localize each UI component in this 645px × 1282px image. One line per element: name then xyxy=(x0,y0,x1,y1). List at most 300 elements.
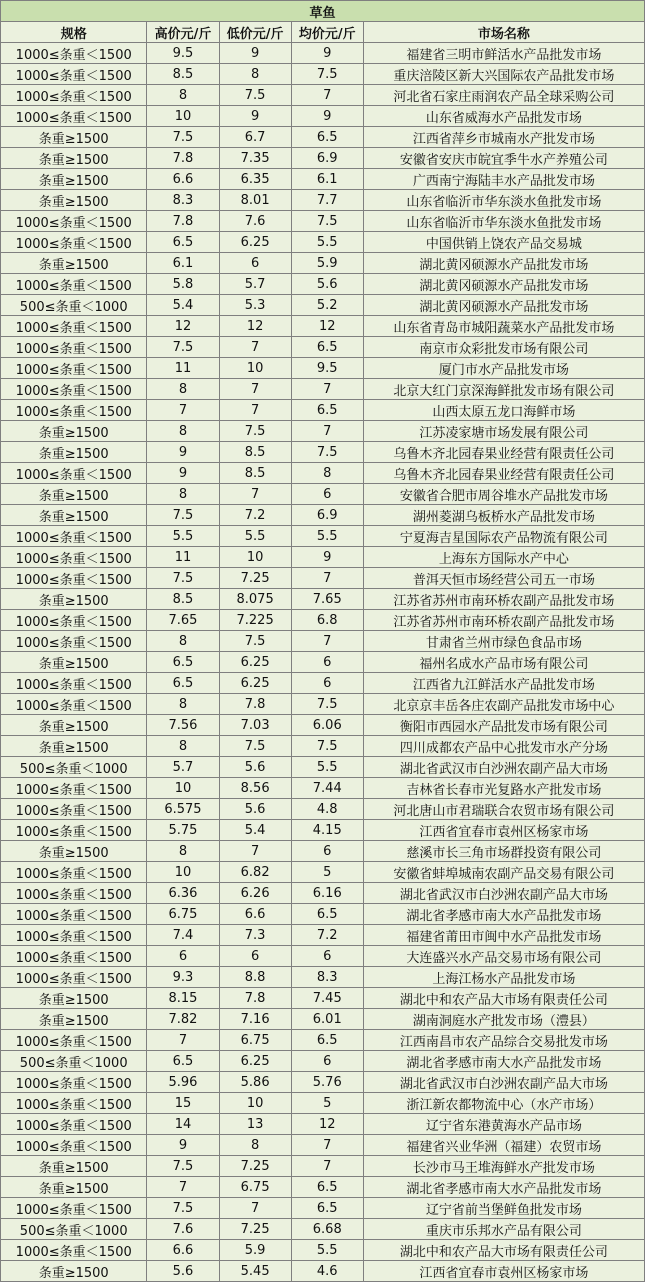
spec-cell: 1000≤条重＜1500 xyxy=(1,883,147,904)
low-price-cell: 6.75 xyxy=(219,1030,291,1051)
low-price-cell: 6.35 xyxy=(219,169,291,190)
market-cell: 重庆涪陵区新大兴国际农产品批发市场 xyxy=(363,64,644,85)
low-price-cell: 7.03 xyxy=(219,715,291,736)
high-price-cell: 9 xyxy=(147,442,219,463)
spec-cell: 1000≤条重＜1500 xyxy=(1,337,147,358)
market-cell: 湖州菱湖乌板桥水产品批发市场 xyxy=(363,505,644,526)
low-price-cell: 5.9 xyxy=(219,1240,291,1261)
table-row xyxy=(1,799,645,820)
low-price-cell: 7.225 xyxy=(219,610,291,631)
avg-price-cell: 5.9 xyxy=(291,253,363,274)
high-price-cell: 7 xyxy=(147,1177,219,1198)
table-row xyxy=(1,1156,645,1177)
table-row xyxy=(1,1009,645,1030)
avg-price-cell: 5 xyxy=(291,1093,363,1114)
avg-price-cell: 6.5 xyxy=(291,400,363,421)
high-price-cell: 6.6 xyxy=(147,169,219,190)
avg-price-cell: 7.7 xyxy=(291,190,363,211)
spec-cell: 条重≥1500 xyxy=(1,421,147,442)
low-price-cell: 7.25 xyxy=(219,1219,291,1240)
spec-cell: 1000≤条重＜1500 xyxy=(1,925,147,946)
market-cell: 广西南宁海陆丰水产品批发市场 xyxy=(363,169,644,190)
table-row xyxy=(1,568,645,589)
low-price-cell: 5.5 xyxy=(219,526,291,547)
spec-cell: 1000≤条重＜1500 xyxy=(1,1093,147,1114)
table-row xyxy=(1,274,645,295)
high-price-cell: 7.82 xyxy=(147,1009,219,1030)
high-price-cell: 7.65 xyxy=(147,610,219,631)
market-cell: 江西省宜春市袁州区杨家市场 xyxy=(363,1261,644,1282)
low-price-cell: 8.075 xyxy=(219,589,291,610)
avg-price-cell: 6.5 xyxy=(291,127,363,148)
avg-price-cell: 6.9 xyxy=(291,505,363,526)
market-cell: 吉林省长春市光复路水产批发市场 xyxy=(363,778,644,799)
market-cell: 四川成都农产品中心批发市水产分场 xyxy=(363,736,644,757)
low-price-cell: 7.16 xyxy=(219,1009,291,1030)
table-row xyxy=(1,190,645,211)
high-price-cell: 5.7 xyxy=(147,757,219,778)
avg-price-cell: 5.2 xyxy=(291,295,363,316)
low-price-cell: 7.8 xyxy=(219,988,291,1009)
avg-price-cell: 7 xyxy=(291,1156,363,1177)
avg-price-cell: 4.8 xyxy=(291,799,363,820)
avg-price-cell: 9 xyxy=(291,547,363,568)
spec-cell: 1000≤条重＜1500 xyxy=(1,526,147,547)
spec-cell: 1000≤条重＜1500 xyxy=(1,1135,147,1156)
spec-cell: 条重≥1500 xyxy=(1,169,147,190)
market-cell: 河北唐山市君瑞联合农贸市场有限公司 xyxy=(363,799,644,820)
high-price-cell: 10 xyxy=(147,106,219,127)
high-price-cell: 10 xyxy=(147,862,219,883)
table-row xyxy=(1,505,645,526)
low-price-cell: 10 xyxy=(219,358,291,379)
table-row xyxy=(1,715,645,736)
low-price-cell: 5.6 xyxy=(219,799,291,820)
avg-price-cell: 6.5 xyxy=(291,904,363,925)
avg-price-cell: 5.5 xyxy=(291,1240,363,1261)
avg-price-cell: 6 xyxy=(291,652,363,673)
table-row xyxy=(1,631,645,652)
market-cell: 福建省三明市鲜活水产品批发市场 xyxy=(363,43,644,64)
avg-price-cell: 8 xyxy=(291,463,363,484)
market-cell: 湖北省武汉市白沙洲农副产品大市场 xyxy=(363,883,644,904)
low-price-cell: 7 xyxy=(219,337,291,358)
low-price-cell: 6.25 xyxy=(219,1051,291,1072)
low-price-cell: 6 xyxy=(219,253,291,274)
header-row xyxy=(1,22,645,43)
low-price-cell: 5.4 xyxy=(219,820,291,841)
high-price-cell: 9 xyxy=(147,1135,219,1156)
low-price-cell: 10 xyxy=(219,1093,291,1114)
low-price-cell: 7.25 xyxy=(219,1156,291,1177)
market-cell: 湖南洞庭水产批发市场（澧县） xyxy=(363,1009,644,1030)
spec-cell: 条重≥1500 xyxy=(1,1261,147,1282)
table-row xyxy=(1,148,645,169)
high-price-cell: 6 xyxy=(147,946,219,967)
spec-cell: 条重≥1500 xyxy=(1,988,147,1009)
table-row xyxy=(1,1072,645,1093)
spec-cell: 1000≤条重＜1500 xyxy=(1,211,147,232)
low-price-cell: 9 xyxy=(219,43,291,64)
low-price-cell: 9 xyxy=(219,106,291,127)
high-price-cell: 14 xyxy=(147,1114,219,1135)
high-price-cell: 6.5 xyxy=(147,652,219,673)
market-cell: 湖北省孝感市南大水产品批发市场 xyxy=(363,904,644,925)
avg-price-cell: 9.5 xyxy=(291,358,363,379)
low-price-cell: 7.6 xyxy=(219,211,291,232)
table-row xyxy=(1,43,645,64)
spec-cell: 1000≤条重＜1500 xyxy=(1,820,147,841)
low-price-cell: 7.35 xyxy=(219,148,291,169)
market-cell: 北京京丰岳各庄农副产品批发市场中心 xyxy=(363,694,644,715)
spec-cell: 1000≤条重＜1500 xyxy=(1,232,147,253)
table-row xyxy=(1,484,645,505)
low-price-cell: 5.7 xyxy=(219,274,291,295)
low-price-cell: 7.5 xyxy=(219,631,291,652)
high-price-cell: 5.4 xyxy=(147,295,219,316)
high-price-cell: 5.96 xyxy=(147,1072,219,1093)
avg-price-cell: 6 xyxy=(291,1051,363,1072)
spec-cell: 条重≥1500 xyxy=(1,253,147,274)
market-cell: 河北省石家庄雨润农产品全球采购公司 xyxy=(363,85,644,106)
avg-price-cell: 7.65 xyxy=(291,589,363,610)
market-cell: 江苏凌家塘市场发展有限公司 xyxy=(363,421,644,442)
high-price-cell: 5.6 xyxy=(147,1261,219,1282)
market-cell: 江苏省苏州市南环桥农副产品批发市场 xyxy=(363,589,644,610)
spec-cell: 1000≤条重＜1500 xyxy=(1,43,147,64)
table-row xyxy=(1,547,645,568)
market-cell: 湖北省武汉市白沙洲农副产品大市场 xyxy=(363,757,644,778)
table-row xyxy=(1,211,645,232)
table-row xyxy=(1,652,645,673)
low-price-cell: 8.8 xyxy=(219,967,291,988)
high-price-cell: 8 xyxy=(147,631,219,652)
table-row xyxy=(1,841,645,862)
market-cell: 慈溪市长三角市场群投资有限公司 xyxy=(363,841,644,862)
avg-price-cell: 5.5 xyxy=(291,526,363,547)
market-cell: 上海江杨水产品批发市场 xyxy=(363,967,644,988)
market-cell: 福建省莆田市闽中水产品批发市场 xyxy=(363,925,644,946)
market-cell: 湖北黄冈硕源水产品批发市场 xyxy=(363,274,644,295)
spec-cell: 条重≥1500 xyxy=(1,715,147,736)
low-price-cell: 5.3 xyxy=(219,295,291,316)
low-price-cell: 7.25 xyxy=(219,568,291,589)
market-cell: 辽宁省前当堡鲜鱼批发市场 xyxy=(363,1198,644,1219)
table-row xyxy=(1,1051,645,1072)
spec-cell: 1000≤条重＜1500 xyxy=(1,547,147,568)
spec-cell: 1000≤条重＜1500 xyxy=(1,778,147,799)
market-cell: 湖北黄冈硕源水产品批发市场 xyxy=(363,253,644,274)
avg-price-cell: 9 xyxy=(291,43,363,64)
table-row xyxy=(1,757,645,778)
high-price-cell: 7.56 xyxy=(147,715,219,736)
market-cell: 南京市众彩批发市场有限公司 xyxy=(363,337,644,358)
high-price-cell: 11 xyxy=(147,547,219,568)
market-cell: 山东省青岛市城阳蔬菜水产品批发市场 xyxy=(363,316,644,337)
high-price-cell: 8 xyxy=(147,484,219,505)
spec-cell: 1000≤条重＜1500 xyxy=(1,631,147,652)
avg-price-cell: 7 xyxy=(291,631,363,652)
avg-price-cell: 5.5 xyxy=(291,232,363,253)
market-cell: 安徽省蚌埠城南农副产品交易有限公司 xyxy=(363,862,644,883)
avg-price-cell: 7.44 xyxy=(291,778,363,799)
avg-price-cell: 7 xyxy=(291,1135,363,1156)
table-row xyxy=(1,1093,645,1114)
low-price-cell: 6.82 xyxy=(219,862,291,883)
market-cell: 山西太原五龙口海鲜市场 xyxy=(363,400,644,421)
low-price-cell: 10 xyxy=(219,547,291,568)
column-header-low-price: 低价元/斤 xyxy=(219,22,291,43)
spec-cell: 1000≤条重＜1500 xyxy=(1,862,147,883)
table-body xyxy=(1,43,645,1282)
spec-cell: 1000≤条重＜1500 xyxy=(1,610,147,631)
avg-price-cell: 6.5 xyxy=(291,1198,363,1219)
avg-price-cell: 6 xyxy=(291,841,363,862)
table-row xyxy=(1,232,645,253)
low-price-cell: 7 xyxy=(219,1198,291,1219)
spec-cell: 1000≤条重＜1500 xyxy=(1,967,147,988)
table-row xyxy=(1,64,645,85)
spec-cell: 1000≤条重＜1500 xyxy=(1,400,147,421)
high-price-cell: 6.5 xyxy=(147,1051,219,1072)
low-price-cell: 8.56 xyxy=(219,778,291,799)
low-price-cell: 12 xyxy=(219,316,291,337)
market-cell: 大连盛兴水产品交易市场有限公司 xyxy=(363,946,644,967)
avg-price-cell: 7.5 xyxy=(291,442,363,463)
high-price-cell: 12 xyxy=(147,316,219,337)
low-price-cell: 8 xyxy=(219,64,291,85)
table-row xyxy=(1,778,645,799)
market-cell: 湖北中和农产品大市场有限责任公司 xyxy=(363,988,644,1009)
table-row xyxy=(1,820,645,841)
avg-price-cell: 6 xyxy=(291,673,363,694)
market-cell: 山东省威海水产品批发市场 xyxy=(363,106,644,127)
spec-cell: 1000≤条重＜1500 xyxy=(1,1240,147,1261)
avg-price-cell: 6.68 xyxy=(291,1219,363,1240)
market-cell: 湖北省武汉市白沙洲农副产品大市场 xyxy=(363,1072,644,1093)
market-cell: 重庆市乐邦水产品有限公司 xyxy=(363,1219,644,1240)
table-row xyxy=(1,358,645,379)
avg-price-cell: 6.01 xyxy=(291,1009,363,1030)
high-price-cell: 6.36 xyxy=(147,883,219,904)
spec-cell: 1000≤条重＜1500 xyxy=(1,316,147,337)
spec-cell: 条重≥1500 xyxy=(1,442,147,463)
low-price-cell: 7.3 xyxy=(219,925,291,946)
market-cell: 普洱天恒市场经营公司五一市场 xyxy=(363,568,644,589)
avg-price-cell: 12 xyxy=(291,316,363,337)
avg-price-cell: 7 xyxy=(291,568,363,589)
high-price-cell: 8 xyxy=(147,736,219,757)
table-row xyxy=(1,1261,645,1282)
avg-price-cell: 6.1 xyxy=(291,169,363,190)
market-cell: 乌鲁木齐北园春果业经营有限责任公司 xyxy=(363,442,644,463)
market-cell: 厦门市水产品批发市场 xyxy=(363,358,644,379)
avg-price-cell: 6 xyxy=(291,484,363,505)
table-row xyxy=(1,421,645,442)
avg-price-cell: 7 xyxy=(291,379,363,400)
avg-price-cell: 7.5 xyxy=(291,211,363,232)
table-row xyxy=(1,673,645,694)
avg-price-cell: 6 xyxy=(291,946,363,967)
avg-price-cell: 7.5 xyxy=(291,694,363,715)
avg-price-cell: 4.6 xyxy=(291,1261,363,1282)
spec-cell: 条重≥1500 xyxy=(1,1009,147,1030)
table-row xyxy=(1,400,645,421)
table-row xyxy=(1,883,645,904)
avg-price-cell: 7.2 xyxy=(291,925,363,946)
avg-price-cell: 9 xyxy=(291,106,363,127)
spec-cell: 条重≥1500 xyxy=(1,484,147,505)
high-price-cell: 7.8 xyxy=(147,148,219,169)
low-price-cell: 6.75 xyxy=(219,1177,291,1198)
high-price-cell: 11 xyxy=(147,358,219,379)
high-price-cell: 7.5 xyxy=(147,1198,219,1219)
spec-cell: 1000≤条重＜1500 xyxy=(1,568,147,589)
spec-cell: 1000≤条重＜1500 xyxy=(1,379,147,400)
table-row xyxy=(1,127,645,148)
table-row xyxy=(1,1030,645,1051)
low-price-cell: 7 xyxy=(219,484,291,505)
market-cell: 宁夏海吉星国际农产品物流有限公司 xyxy=(363,526,644,547)
low-price-cell: 6.25 xyxy=(219,652,291,673)
spec-cell: 1000≤条重＜1500 xyxy=(1,904,147,925)
low-price-cell: 7 xyxy=(219,379,291,400)
spec-cell: 1000≤条重＜1500 xyxy=(1,64,147,85)
table-row xyxy=(1,463,645,484)
high-price-cell: 6.5 xyxy=(147,673,219,694)
low-price-cell: 13 xyxy=(219,1114,291,1135)
table-row xyxy=(1,253,645,274)
spec-cell: 1000≤条重＜1500 xyxy=(1,1114,147,1135)
spec-cell: 条重≥1500 xyxy=(1,841,147,862)
market-cell: 山东省临沂市华东淡水鱼批发市场 xyxy=(363,211,644,232)
market-cell: 浙江新农都物流中心（水产市场） xyxy=(363,1093,644,1114)
table-row xyxy=(1,526,645,547)
table-row xyxy=(1,736,645,757)
high-price-cell: 5.8 xyxy=(147,274,219,295)
market-cell: 上海东方国际水产中心 xyxy=(363,547,644,568)
table-row xyxy=(1,316,645,337)
avg-price-cell: 5.5 xyxy=(291,757,363,778)
high-price-cell: 6.6 xyxy=(147,1240,219,1261)
avg-price-cell: 7.5 xyxy=(291,64,363,85)
high-price-cell: 8 xyxy=(147,379,219,400)
high-price-cell: 6.1 xyxy=(147,253,219,274)
high-price-cell: 7.8 xyxy=(147,211,219,232)
spec-cell: 1000≤条重＜1500 xyxy=(1,274,147,295)
table-row xyxy=(1,1114,645,1135)
high-price-cell: 5.5 xyxy=(147,526,219,547)
column-header-spec: 规格 xyxy=(1,22,147,43)
spec-cell: 条重≥1500 xyxy=(1,736,147,757)
market-cell: 江西省萍乡市城南水产批发市场 xyxy=(363,127,644,148)
high-price-cell: 7 xyxy=(147,1030,219,1051)
spec-cell: 1000≤条重＜1500 xyxy=(1,946,147,967)
low-price-cell: 8 xyxy=(219,1135,291,1156)
avg-price-cell: 7 xyxy=(291,85,363,106)
avg-price-cell: 6.06 xyxy=(291,715,363,736)
spec-cell: 条重≥1500 xyxy=(1,148,147,169)
high-price-cell: 9.5 xyxy=(147,43,219,64)
spec-cell: 条重≥1500 xyxy=(1,1156,147,1177)
high-price-cell: 7.5 xyxy=(147,337,219,358)
low-price-cell: 6 xyxy=(219,946,291,967)
market-cell: 中国供销上饶农产品交易城 xyxy=(363,232,644,253)
high-price-cell: 5.75 xyxy=(147,820,219,841)
market-cell: 北京大红门京深海鲜批发市场有限公司 xyxy=(363,379,644,400)
high-price-cell: 8 xyxy=(147,85,219,106)
table-row xyxy=(1,442,645,463)
high-price-cell: 15 xyxy=(147,1093,219,1114)
table-row xyxy=(1,169,645,190)
low-price-cell: 5.6 xyxy=(219,757,291,778)
market-cell: 乌鲁木齐北园春果业经营有限责任公司 xyxy=(363,463,644,484)
avg-price-cell: 6.5 xyxy=(291,1030,363,1051)
low-price-cell: 7.5 xyxy=(219,736,291,757)
table-row xyxy=(1,694,645,715)
low-price-cell: 7.8 xyxy=(219,694,291,715)
avg-price-cell: 8.3 xyxy=(291,967,363,988)
spec-cell: 500≤条重＜1000 xyxy=(1,757,147,778)
table-row xyxy=(1,925,645,946)
market-cell: 衡阳市西园水产品批发市场有限公司 xyxy=(363,715,644,736)
avg-price-cell: 6.5 xyxy=(291,1177,363,1198)
spec-cell: 条重≥1500 xyxy=(1,1177,147,1198)
spec-cell: 500≤条重＜1000 xyxy=(1,295,147,316)
spec-cell: 1000≤条重＜1500 xyxy=(1,694,147,715)
spec-cell: 条重≥1500 xyxy=(1,190,147,211)
avg-price-cell: 5 xyxy=(291,862,363,883)
low-price-cell: 6.7 xyxy=(219,127,291,148)
avg-price-cell: 7.45 xyxy=(291,988,363,1009)
avg-price-cell: 4.15 xyxy=(291,820,363,841)
spec-cell: 1000≤条重＜1500 xyxy=(1,1030,147,1051)
avg-price-cell: 6.5 xyxy=(291,337,363,358)
high-price-cell: 8 xyxy=(147,694,219,715)
column-header-avg-price: 均价元/斤 xyxy=(291,22,363,43)
low-price-cell: 8.5 xyxy=(219,463,291,484)
table-row xyxy=(1,1135,645,1156)
avg-price-cell: 6.16 xyxy=(291,883,363,904)
high-price-cell: 8.3 xyxy=(147,190,219,211)
low-price-cell: 6.25 xyxy=(219,232,291,253)
spec-cell: 1000≤条重＜1500 xyxy=(1,1072,147,1093)
table-row xyxy=(1,379,645,400)
market-cell: 江西省宜春市袁州区杨家市场 xyxy=(363,820,644,841)
avg-price-cell: 7 xyxy=(291,421,363,442)
high-price-cell: 7 xyxy=(147,400,219,421)
table-row xyxy=(1,610,645,631)
market-cell: 福建省兴业华洲（福建）农贸市场 xyxy=(363,1135,644,1156)
market-cell: 江西南昌市农产品综合交易批发市场 xyxy=(363,1030,644,1051)
market-cell: 福州名成水产品市场有限公司 xyxy=(363,652,644,673)
market-cell: 湖北中和农产品大市场有限责任公司 xyxy=(363,1240,644,1261)
low-price-cell: 6.6 xyxy=(219,904,291,925)
avg-price-cell: 12 xyxy=(291,1114,363,1135)
spec-cell: 500≤条重＜1000 xyxy=(1,1051,147,1072)
table-row xyxy=(1,1177,645,1198)
spec-cell: 条重≥1500 xyxy=(1,652,147,673)
market-cell: 安徽省合肥市周谷堆水产品批发市场 xyxy=(363,484,644,505)
spec-cell: 1000≤条重＜1500 xyxy=(1,85,147,106)
spec-cell: 1000≤条重＜1500 xyxy=(1,463,147,484)
market-cell: 湖北黄冈硕源水产品批发市场 xyxy=(363,295,644,316)
table-row xyxy=(1,589,645,610)
low-price-cell: 7.5 xyxy=(219,421,291,442)
high-price-cell: 6.75 xyxy=(147,904,219,925)
market-cell: 安徽省安庆市皖宜季牛水产养殖公司 xyxy=(363,148,644,169)
spec-cell: 条重≥1500 xyxy=(1,505,147,526)
